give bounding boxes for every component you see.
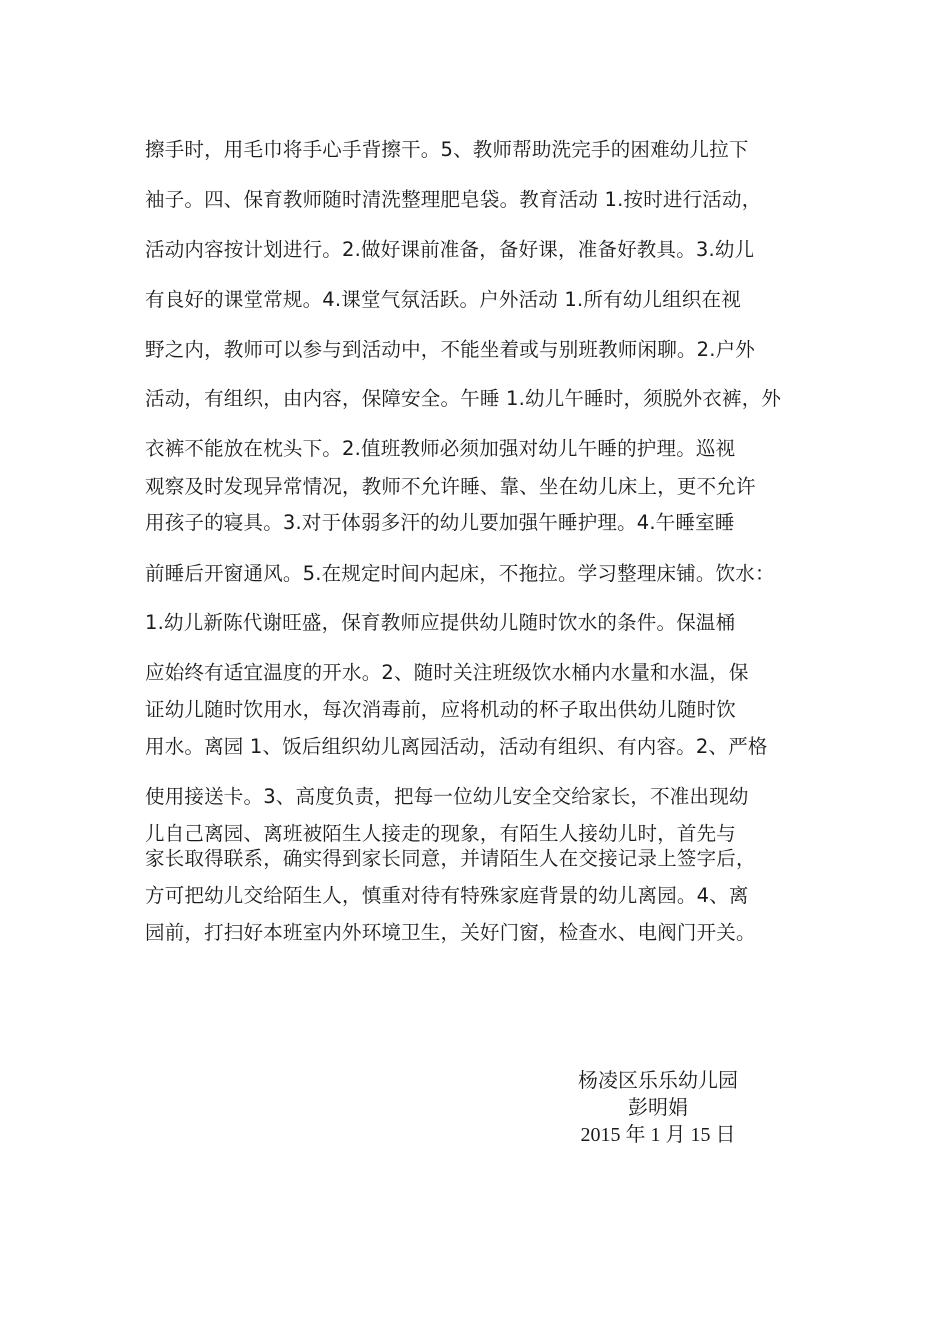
text-line: 家长取得联系，确实得到家长同意，并请陌生人在交接记录上签字后，: [145, 847, 756, 870]
text-line: 擦手时，用毛巾将手心手背擦干。5、教师帮助洗完手的困难幼儿拉下: [145, 138, 749, 161]
text-line: 应始终有适宜温度的开水。2、随时关注班级饮水桶内水量和水温，保: [145, 661, 749, 684]
signature-author: 彭明娟: [628, 1097, 688, 1119]
text-line: 证幼儿随时饮用水，每次消毒前，应将机动的杯子取出供幼儿随时饮: [145, 698, 737, 721]
signature-organization: 杨凌区乐乐幼儿园: [578, 1070, 738, 1092]
text-line: 使用接送卡。3、高度负责，把每一位幼儿安全交给家长，不准出现幼: [145, 785, 749, 808]
text-line: 衣裤不能放在枕头下。2.值班教师必须加强对幼儿午睡的护理。巡视: [145, 437, 736, 460]
text-line: 用水。离园 1、饭后组织幼儿离园活动，活动有组织、有内容。2、严格: [145, 735, 768, 758]
text-line: 方可把幼儿交给陌生人，慎重对待有特殊家庭背景的幼儿离园。4、离: [145, 884, 749, 907]
text-line: 观察及时发现异常情况，教师不允许睡、靠、坐在幼儿床上，更不允许: [145, 475, 756, 498]
text-line: 有良好的课堂常规。4.课堂气氛活跃。户外活动 1.所有幼儿组织在视: [145, 288, 742, 311]
text-line: 袖子。四、保育教师随时清洗整理肥皂袋。教育活动 1.按时进行活动，: [145, 188, 762, 211]
text-line: 园前，打扫好本班室内外环境卫生，关好门窗，检查水、电阀门开关。: [145, 921, 756, 944]
text-line: 前睡后开窗通风。5.在规定时间内起床，不拖拉。学习整理床铺。饮水：: [145, 562, 775, 585]
text-line: 活动内容按计划进行。2.做好课前准备，备好课，准备好教具。3.幼儿: [145, 238, 755, 261]
signature-block: [548, 1068, 768, 1149]
signature-date: 2015 年 1 月 15 日: [580, 1124, 736, 1146]
text-line: 儿自己离园、离班被陌生人接走的现象，有陌生人接幼儿时，首先与: [145, 822, 737, 845]
text-line: 用孩子的寝具。3.对于体弱多汗的幼儿要加强午睡护理。4.午睡室睡: [145, 511, 735, 534]
text-line: 活动，有组织，由内容，保障安全。午睡 1.幼儿午睡时，须脱外衣裤，外: [145, 387, 782, 410]
text-line: 野之内，教师可以参与到活动中，不能坐着或与别班教师闲聊。2.户外: [145, 338, 756, 361]
text-line: 1.幼儿新陈代谢旺盛，保育教师应提供幼儿随时饮水的条件。保温桶: [145, 611, 736, 634]
